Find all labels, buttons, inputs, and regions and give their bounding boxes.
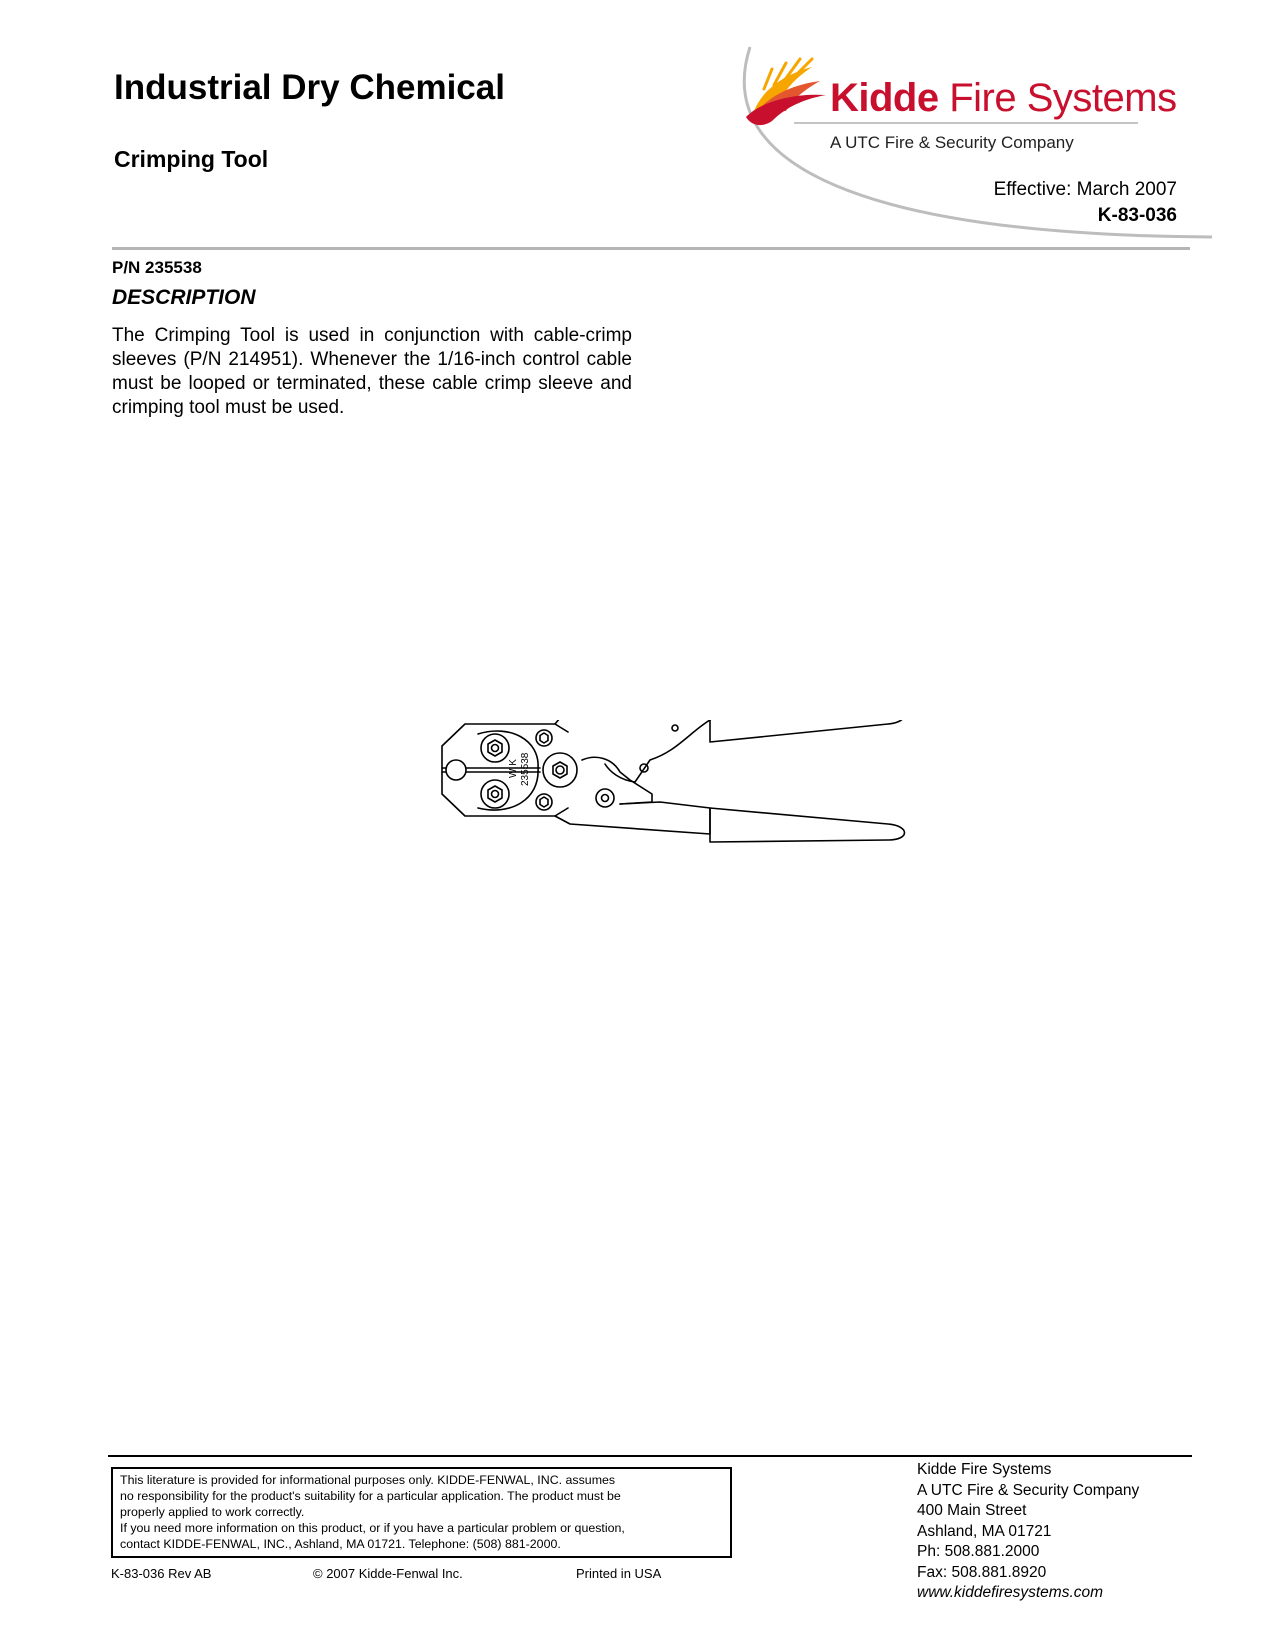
- address-city: Ashland, MA 01721: [917, 1522, 1052, 1540]
- document-subtitle: Crimping Tool: [114, 146, 269, 172]
- ratchet-pin: [596, 789, 614, 807]
- part-number: P/N 235538: [112, 258, 202, 277]
- address-company: Kidde Fire Systems: [917, 1461, 1052, 1478]
- disclaimer-box: [111, 1467, 732, 1558]
- brand-name: Kidde Fire Systems: [830, 76, 1177, 120]
- effective-date: Effective: March 2007: [993, 179, 1177, 200]
- upper-arm-outline: [555, 720, 720, 782]
- description-paragraph: The Crimping Tool is used in conjunction with cable-crimp sleeves (P/N 214951). Whenever the 1/16-inch control cable must be looped or terminated, these cable crimp sleeve and crimping tool must be used.: [112, 325, 632, 418]
- address-phone: Ph: 508.881.2000: [917, 1543, 1040, 1560]
- footer-divider: [108, 1455, 1192, 1457]
- document-number: K-83-036: [1097, 205, 1177, 226]
- disclaimer-line: This literature is provided for informational purposes only. KIDDE-FENWAL, INC. assumes: [120, 1473, 616, 1487]
- disclaimer-line: properly applied to work correctly.: [120, 1505, 305, 1519]
- section-heading: DESCRIPTION: [112, 286, 256, 309]
- upper-handle-grip: [710, 720, 905, 742]
- address-website-link[interactable]: www.kiddefiresystems.com: [917, 1584, 1104, 1601]
- address-fax: Fax: 508.881.8920: [917, 1563, 1047, 1581]
- disclaimer-line: If you need more information on this product, or if you have a particular problem or question,: [120, 1521, 625, 1535]
- disclaimer-line: contact KIDDE-FENWAL, INC., Ashland, MA 01721. Telephone: (508) 881-2000.: [120, 1537, 561, 1551]
- footer-doc-revision: K-83-036 Rev AB: [111, 1566, 212, 1581]
- lower-handle-grip: [710, 808, 905, 842]
- header-divider: [112, 247, 1190, 250]
- footer-copyright: © 2007 Kidde-Fenwal Inc.: [313, 1566, 463, 1581]
- lower-arm-outline: [555, 802, 710, 834]
- address-parent: A UTC Fire & Security Company: [917, 1481, 1140, 1499]
- jaw-die-circle: [446, 760, 466, 780]
- crimping-tool-illustration: [420, 720, 960, 890]
- company-address: [917, 1460, 1139, 1604]
- disclaimer-line: no responsibility for the product's suitability for a particular application. The product must be: [120, 1489, 621, 1503]
- address-street: 400 Main Street: [917, 1502, 1027, 1519]
- brand-tagline: A UTC Fire & Security Company: [830, 133, 1074, 152]
- tool-marking-line2: 235538: [520, 752, 531, 786]
- tool-marking-line1: W K: [508, 759, 519, 778]
- hex-bolt-top: [481, 734, 509, 762]
- flame-icon: [746, 59, 826, 125]
- hex-bolt-bottom: [481, 780, 509, 808]
- footer-printed: Printed in USA: [576, 1566, 662, 1581]
- document-title: Industrial Dry Chemical: [114, 68, 505, 107]
- pivot-outer: [543, 753, 577, 787]
- rivet-small-2: [672, 725, 678, 731]
